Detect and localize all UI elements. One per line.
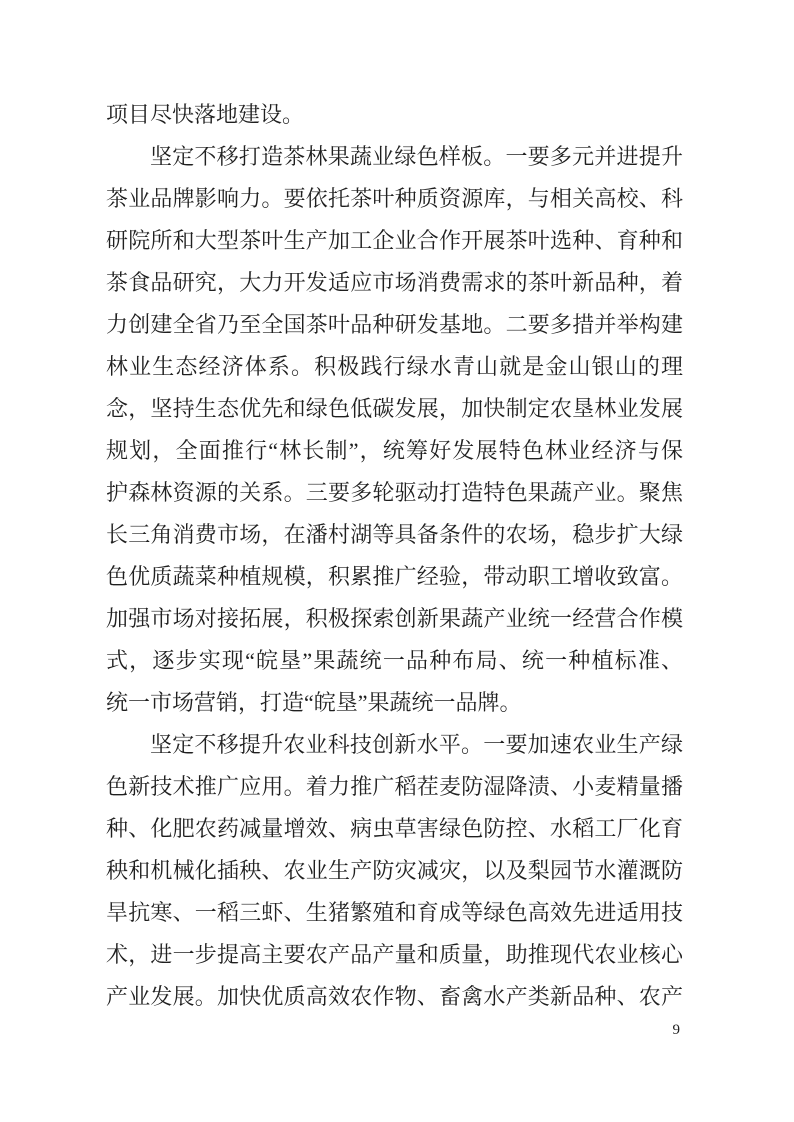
text-line: 研院所和大型茶叶生产加工企业合作开展茶叶选种、育种和 (106, 228, 683, 253)
text-line: 林业生态经济体系。积极践行绿水青山就是金山银山的理 (106, 354, 683, 379)
text-line: 坚定不移打造茶林果蔬业绿色样板。一要多元并进提升 (150, 144, 683, 169)
text-line: 力创建全省乃至全国茶叶品种研发基地。二要多措并举构建 (106, 312, 683, 337)
document-body (106, 94, 683, 1018)
text-line: 旱抗寒、一稻三虾、生猪繁殖和育成等绿色高效先进适用技 (106, 900, 683, 925)
text-line: 长三角消费市场，在潘村湖等具备条件的农场，稳步扩大绿 (106, 522, 683, 547)
page-number: 9 (672, 1022, 680, 1038)
text-line: 秧和机械化插秧、农业生产防灾减灾，以及梨园节水灌溉防 (106, 858, 683, 883)
text-line: 茶食品研究，大力开发适应市场消费需求的茶叶新品种，着 (106, 270, 683, 295)
text-line: 色优质蔬菜种植规模，积累推广经验，带动职工增收致富。 (106, 564, 683, 589)
text-line: 式，逐步实现“皖垦”果蔬统一品种布局、统一种植标准、 (106, 648, 683, 673)
paragraph (106, 94, 683, 136)
text-line: 坚定不移提升农业科技创新水平。一要加速农业生产绿 (150, 732, 683, 757)
text-line: 项目尽快落地建设。 (106, 102, 305, 127)
text-line: 茶业品牌影响力。要依托茶叶种质资源库，与相关高校、科 (106, 186, 683, 211)
text-line: 规划，全面推行“林长制”，统筹好发展特色林业经济与保 (106, 438, 683, 463)
text-line: 念，坚持生态优先和绿色低碳发展，加快制定农垦林业发展 (106, 396, 683, 421)
text-line: 术，进一步提高主要农产品产量和质量，助推现代农业核心 (106, 942, 683, 967)
text-line: 统一市场营销，打造“皖垦”果蔬统一品牌。 (106, 690, 522, 715)
text-line: 护森林资源的关系。三要多轮驱动打造特色果蔬产业。聚焦 (106, 480, 683, 505)
text-line: 种、化肥农药减量增效、病虫草害绿色防控、水稻工厂化育 (106, 816, 683, 841)
text-line: 色新技术推广应用。着力推广稻茬麦防湿降渍、小麦精量播 (106, 774, 683, 799)
text-line: 产业发展。加快优质高效农作物、畜禽水产类新品种、农产 (106, 984, 683, 1009)
paragraph (106, 724, 683, 1018)
paragraph (106, 136, 683, 724)
text-line: 加强市场对接拓展，积极探索创新果蔬产业统一经营合作模 (106, 606, 683, 631)
